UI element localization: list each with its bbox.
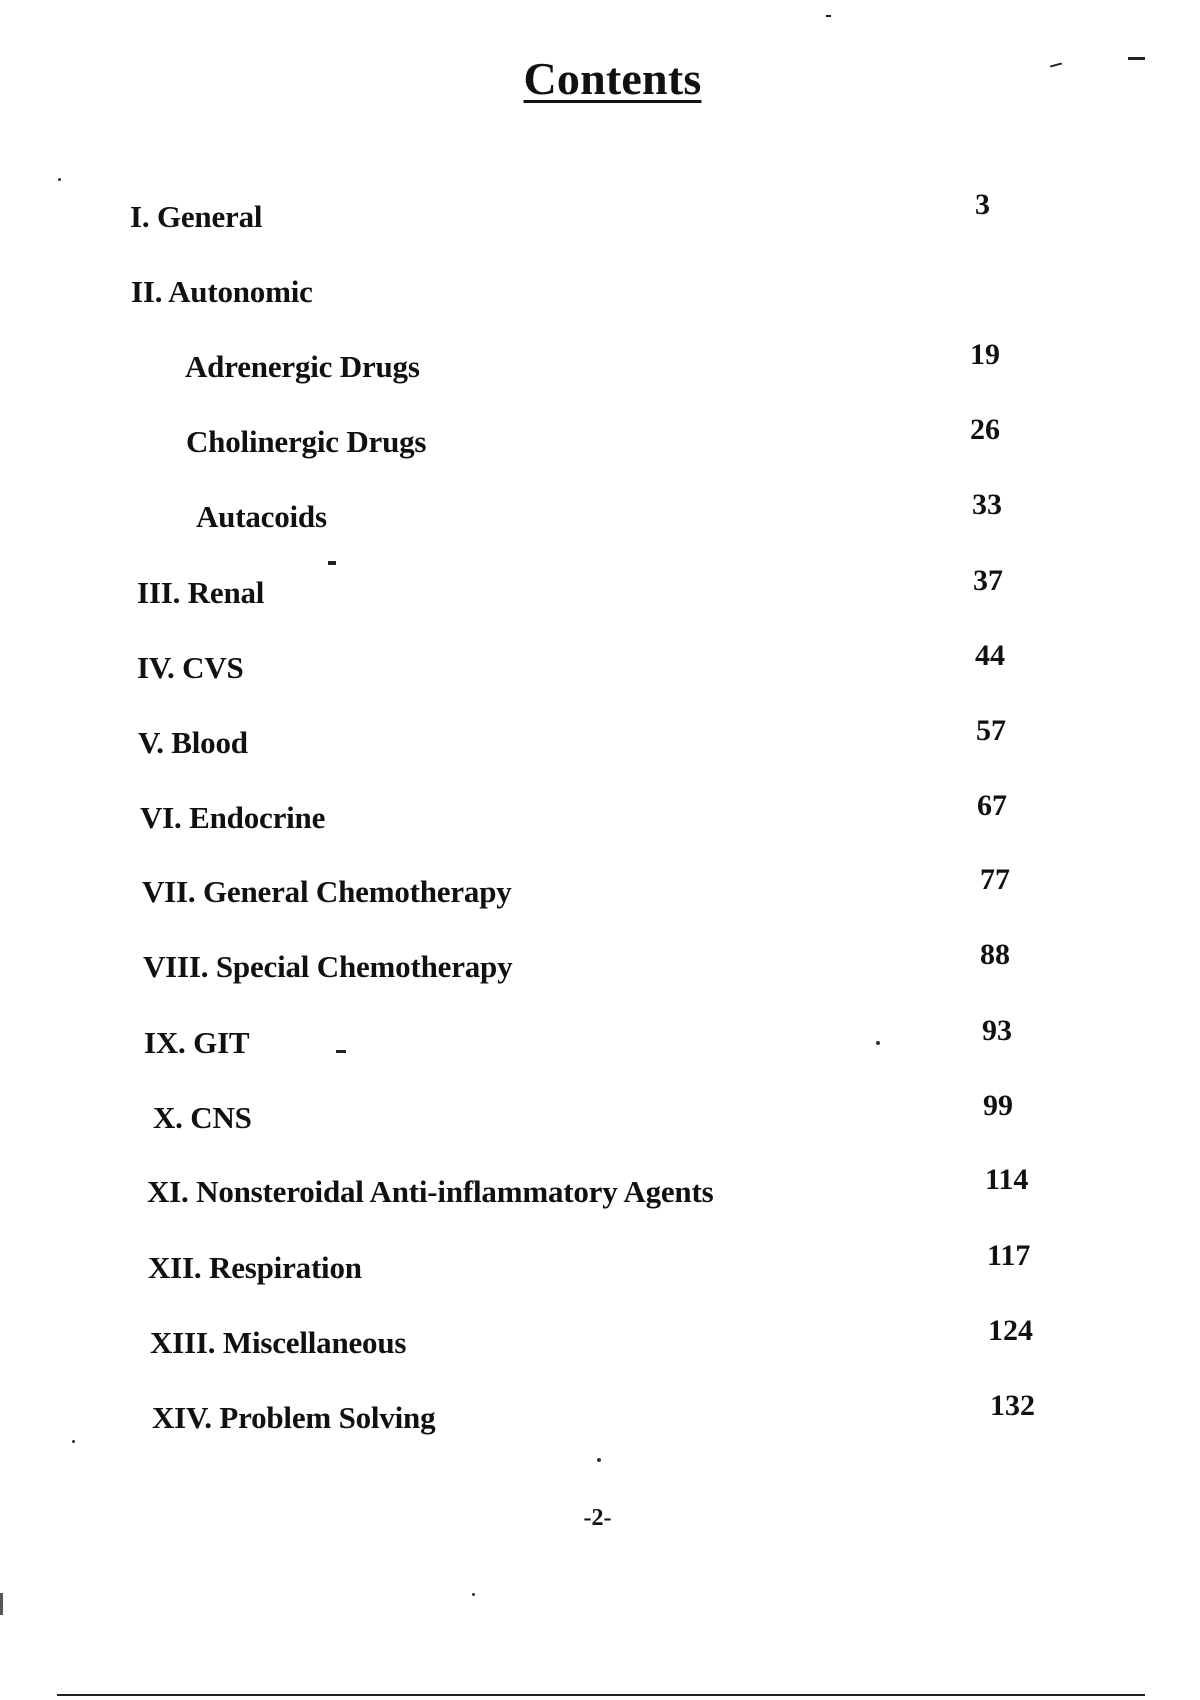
toc-entry-label: XIV. Problem Solving: [152, 1400, 436, 1435]
page-number: -2-: [583, 1505, 612, 1531]
toc-entry-label: VIII. Special Chemotherapy: [143, 949, 513, 984]
toc-entry-label: III. Renal: [137, 575, 265, 610]
toc-entry-cvs: [0, 639, 1200, 696]
toc-entry-cholinergic-drugs: [0, 413, 1200, 470]
page-title: Contents: [523, 53, 702, 104]
scan-artifact-mark: [328, 561, 336, 565]
toc-entry-label: VII. General Chemotherapy: [142, 874, 512, 909]
toc-entry-page: 99: [983, 1089, 1013, 1122]
toc-entry-label: IV. CVS: [137, 650, 244, 685]
toc-entry-blood: [0, 714, 1200, 771]
toc-entry-page: 117: [987, 1239, 1031, 1272]
toc-entry-autacoids: [0, 488, 1200, 545]
toc-entry-page: 93: [982, 1014, 1012, 1047]
toc-entry-endocrine: [0, 789, 1200, 846]
toc-entry-label: IX. GIT: [144, 1025, 250, 1060]
toc-entry-label: Adrenergic Drugs: [185, 349, 420, 384]
scan-artifact-speck: [597, 1458, 601, 1462]
toc-entry-page: 33: [972, 488, 1002, 521]
toc-entry-label: V. Blood: [138, 725, 248, 760]
toc-entry-problem-solving: [0, 1389, 1200, 1446]
toc-entry-cns: [0, 1089, 1200, 1146]
toc-entry-page: 19: [970, 338, 1000, 371]
toc-entry-label: II. Autonomic: [131, 274, 313, 309]
toc-entry-page: 114: [985, 1163, 1029, 1196]
bottom-rule: [57, 1694, 1145, 1696]
scan-artifact-edge: [0, 1593, 3, 1615]
toc-entry-page: 77: [980, 863, 1010, 896]
toc-entry-page: 44: [975, 639, 1005, 672]
scan-artifact-dash: [1128, 57, 1145, 60]
toc-entry-special-chemotherapy: [0, 938, 1200, 995]
toc-entry-label: X. CNS: [153, 1100, 252, 1135]
toc-entry-page: 124: [988, 1314, 1033, 1347]
toc-entry-git: [0, 1014, 1200, 1071]
toc-entry-respiration: [0, 1239, 1200, 1296]
toc-entry-label: XIII. Miscellaneous: [150, 1325, 407, 1360]
toc-entry-label: I. General: [130, 199, 263, 234]
toc-entry-page: 132: [990, 1389, 1035, 1422]
toc-entry-renal: [0, 564, 1200, 621]
scan-artifact-speck: [72, 1440, 75, 1443]
toc-entry-label: XI. Nonsteroidal Anti-inflammatory Agents: [147, 1174, 714, 1209]
toc-entry-autonomic: [0, 272, 1200, 320]
toc-entry-page: 3: [975, 188, 990, 221]
toc-entry-page: 57: [976, 714, 1006, 747]
toc-entry-general: [0, 188, 1200, 245]
toc-entry-page: 26: [970, 413, 1000, 446]
scan-artifact-mark: [826, 15, 831, 17]
scan-artifact-mark: [336, 1050, 346, 1053]
toc-entry-page: 67: [977, 789, 1007, 822]
toc-entry-page: 37: [973, 564, 1003, 597]
toc-entry-page: 88: [980, 938, 1010, 971]
toc-entry-miscellaneous: [0, 1314, 1200, 1371]
scan-artifact-speck: [58, 178, 61, 181]
toc-entry-general-chemotherapy: [0, 863, 1200, 920]
toc-entry-adrenergic-drugs: [0, 338, 1200, 395]
scan-artifact-speck: [472, 1593, 475, 1596]
toc-entry-label: XII. Respiration: [148, 1250, 362, 1285]
toc-entry-label: Autacoids: [196, 499, 327, 534]
toc-entry-label: VI. Endocrine: [140, 800, 326, 835]
toc-entry-nsaids: [0, 1163, 1200, 1220]
scan-artifact-speck: [876, 1041, 880, 1045]
toc-entry-label: Cholinergic Drugs: [186, 424, 427, 459]
